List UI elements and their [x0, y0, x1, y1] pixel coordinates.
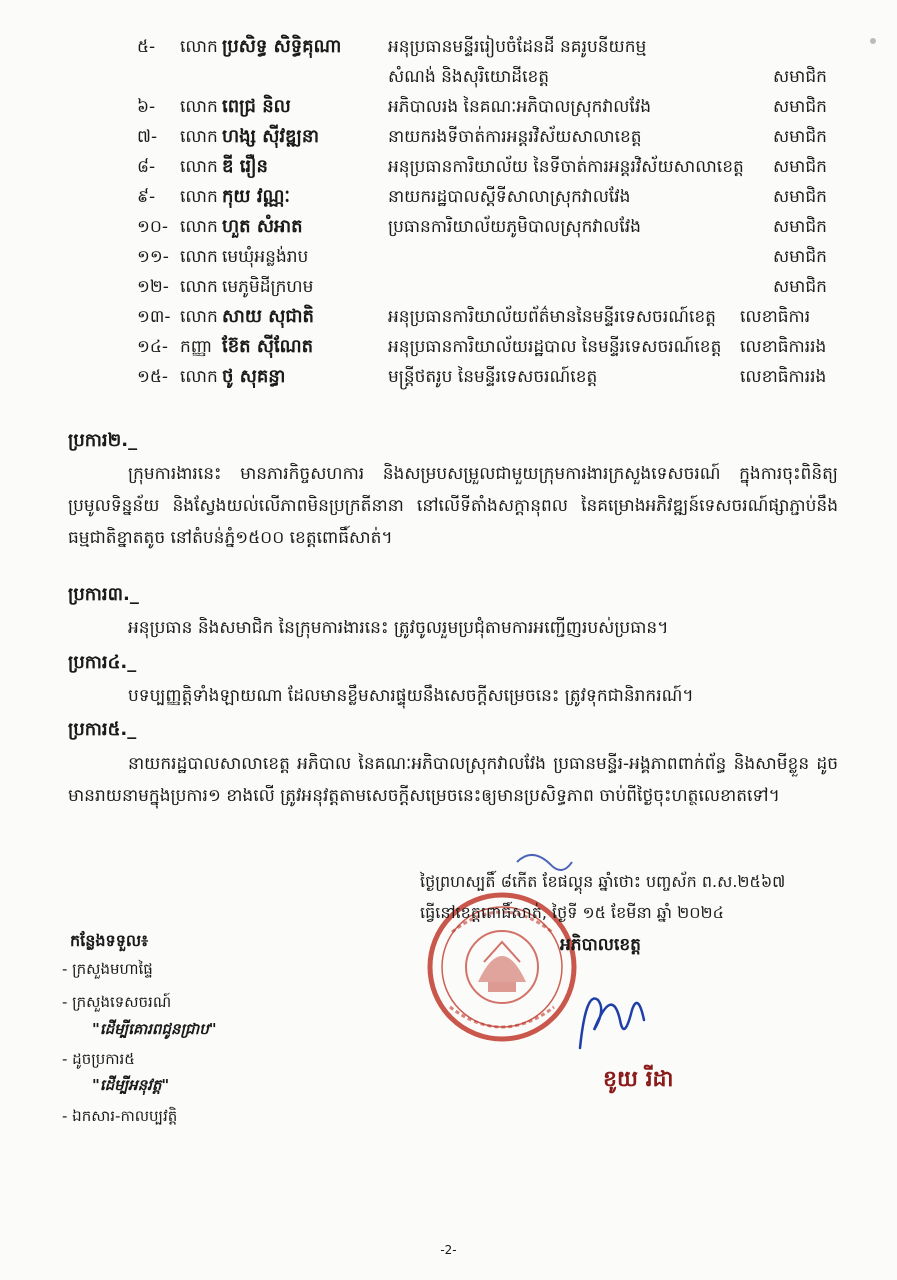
signature-mark — [572, 980, 652, 1055]
recipient-item: - ឯកសារ-កាលប្បវត្តិ — [62, 1107, 178, 1125]
article-text-body: បទប្បញ្ញត្តិទាំងឡាយណា ដែលមានខ្លឹមសារផ្ទុយនឹងសេចក្តីសម្រេចនេះ ត្រូវទុកជានិរាករណ៍។ — [128, 686, 694, 706]
member-title: លោក — [180, 217, 218, 237]
member-title: លោក — [180, 277, 218, 297]
article-heading: ប្រការ៣._ — [68, 584, 139, 605]
member-title: លោក — [180, 307, 218, 327]
member-role: សមាជិក — [773, 187, 827, 207]
recipient-note: "ដើម្បីគោរពជូនជ្រាប" — [92, 1020, 217, 1038]
member-title: លោក — [180, 97, 218, 117]
member-name: កុយ វណ្ណៈ — [222, 186, 291, 207]
member-row — [0, 212, 897, 242]
member-number: ១១- — [137, 247, 169, 267]
member-position: អនុប្រធានការិយាល័យព័ត៌មាននៃមន្ទីរទេសចរណ៍ខេត្ត — [388, 307, 716, 327]
member-number: ១៥- — [137, 367, 169, 387]
article-heading: ប្រការ៥._ — [68, 719, 137, 740]
member-position: អនុប្រធានការិយាល័យ នៃទីចាត់ការអន្តរវិស័យសាលាខេត្ត — [388, 157, 744, 177]
member-title: លោក — [180, 367, 218, 387]
recipient-item: - ក្រសួងទេសចរណ៍ — [62, 993, 172, 1011]
article-text-body: ក្រុមការងារនេះ មានភារកិច្ចសហការ និងសម្របសម្រួលជាមួយក្រុមការងារក្រសួងទេសចរណ៍ ក្នុងការចុះពិនិត្យ ប្រមូលទិន្នន័យ និងស្វែងយល់លើភាពមិនប្រក្រតីនានា នៅលើទីតាំងសក្តានុពល នៃគម្រោងអភិវឌ្ឍន៍ទេសចរណ៍ផ្សាភ្ជាប់នឹងធម្មជាតិខ្នាតតូច នៅតំបន់ភ្នំ១៥០០ ខេត្តពោធិ៍សាត់។ — [68, 464, 838, 548]
member-name: ហង្ស ស៊ីវឌ្ឍនា — [222, 126, 319, 147]
member-title: លោក — [180, 157, 218, 177]
article-text — [68, 748, 838, 812]
member-role: សមាជិក — [773, 127, 827, 147]
member-name: ខ៊ែត ស៊ីណែត — [222, 336, 314, 357]
member-name: ប្រសិទ្ធ សិទ្ធិគុណា — [222, 36, 342, 57]
members-list — [0, 32, 897, 392]
member-number: ៧- — [137, 127, 158, 147]
article-heading: ប្រការ២._ — [68, 430, 138, 451]
article-heading: ប្រការ៤._ — [68, 652, 137, 673]
member-row — [0, 92, 897, 122]
member-title: លោក — [180, 37, 218, 57]
member-name: ឌី រឿន — [222, 156, 268, 177]
member-position: អភិបាលរង នៃគណៈអភិបាលស្រុកវាលវែង — [388, 97, 652, 117]
page-number: -2- — [440, 1243, 457, 1257]
recipients-title: កន្លែងទទួល៖ — [70, 931, 149, 950]
recipient-note: "ដើម្បីអនុវត្ត" — [92, 1076, 170, 1094]
member-row — [0, 242, 897, 272]
member-role: លេខាធិការរង — [740, 367, 827, 387]
member-row — [0, 32, 897, 92]
member-number: ៦- — [137, 97, 156, 117]
member-row — [0, 182, 897, 212]
member-row — [0, 362, 897, 392]
governor-name: ខូយ រីដា — [603, 1067, 674, 1092]
member-row — [0, 122, 897, 152]
article-text-body: នាយករដ្ឋបាលសាលាខេត្ត អភិបាល នៃគណៈអភិបាលស្រុកវាលវែង ប្រធានមន្ទីរ-អង្គភាពពាក់ព័ន្ធ និងសាមីខ្លួន ដូចមានរាយនាមក្នុងប្រការ១ ខាងលើ ត្រូវអនុវត្តតាមសេចក្តីសម្រេចនេះឲ្យមានប្រសិទ្ធភាព ចាប់ពីថ្ងៃចុះហត្ថលេខាតទៅ។ — [68, 754, 838, 806]
member-row — [0, 152, 897, 182]
member-number: ១៤- — [137, 337, 169, 357]
member-number: ១០- — [137, 217, 169, 237]
member-position: នាយករដ្ឋបាលស្តីទីសាលាស្រុកវាលវែង — [388, 187, 631, 207]
member-position: នាយករងទីចាត់ការអន្តរវិស័យសាលាខេត្ត — [388, 127, 642, 147]
member-role: លេខាធិការ — [740, 307, 811, 327]
member-name: មេភូមិដីក្រហម — [222, 277, 314, 297]
member-title: លោក — [180, 187, 218, 207]
member-role: សមាជិក — [773, 277, 827, 297]
member-name: សាយ សុជាតិ — [222, 306, 314, 327]
member-name: ហួត សំអាត — [222, 216, 303, 237]
member-position: អនុប្រធានការិយាល័យរដ្ឋបាល នៃមន្ទីរទេសចរណ៍ខេត្ត — [388, 337, 722, 357]
member-name: ពេជ្រ និល — [222, 96, 291, 117]
member-number: ១២- — [137, 277, 169, 297]
member-row — [0, 302, 897, 332]
member-role: សមាជិក — [773, 97, 827, 117]
article-text — [68, 612, 838, 644]
member-number: ៩- — [137, 187, 156, 207]
member-name: ថូ សុគន្ធា — [222, 366, 286, 387]
member-position-line2: សំណង់ និងសុរិយោដីខេត្ត — [388, 67, 550, 87]
member-role: សមាជិក — [773, 247, 827, 267]
member-row — [0, 272, 897, 302]
member-role: សមាជិក — [773, 67, 827, 87]
member-position: មន្ត្រីថតរូប នៃមន្ទីរទេសចរណ៍ខេត្ត — [388, 367, 598, 387]
member-row — [0, 332, 897, 362]
date-lunar: ថ្ងៃព្រហស្បតិ៍ ៨កើត ខែផល្គុន ឆ្នាំថោះ បញ្ចស័ក ព.ស.២៥៦៧ — [420, 872, 786, 891]
member-role: សមាជិក — [773, 217, 827, 237]
member-number: ១៣- — [137, 307, 171, 327]
member-position: ប្រធានការិយាល័យភូមិបាលស្រុកវាលវែង — [388, 217, 641, 237]
member-number: ៨- — [137, 157, 156, 177]
member-name: មេឃុំអន្លង់រាប — [222, 247, 309, 267]
recipient-item: - ក្រសួងមហាផ្ទៃ — [62, 960, 153, 978]
member-role: លេខាធិការរង — [740, 337, 827, 357]
date-solar: ធ្វើនៅខេត្តពោធិ៍សាត់, ថ្ងៃទី ១៥ ខែមីនា ឆ្នាំ ២០២៤ — [420, 903, 724, 922]
member-number: ៥- — [137, 37, 156, 57]
member-title: កញ្ញា — [180, 337, 213, 357]
member-title: លោក — [180, 127, 218, 147]
article-text — [68, 458, 838, 554]
article-text — [68, 680, 838, 712]
governor-title: អភិបាលខេត្ត — [560, 935, 641, 955]
member-title: លោក — [180, 247, 218, 267]
article-text-body: អនុប្រធាន និងសមាជិក នៃក្រុមការងារនេះ ត្រូវចូលរួមប្រជុំតាមការអញ្ជើញរបស់ប្រធាន។ — [128, 618, 669, 638]
member-position: អនុប្រធានមន្ទីររៀបចំដែនដី នគរូបនីយកម្ម — [388, 37, 647, 57]
recipient-item: - ដូចប្រការ៥ — [62, 1050, 135, 1068]
member-role: សមាជិក — [773, 157, 827, 177]
